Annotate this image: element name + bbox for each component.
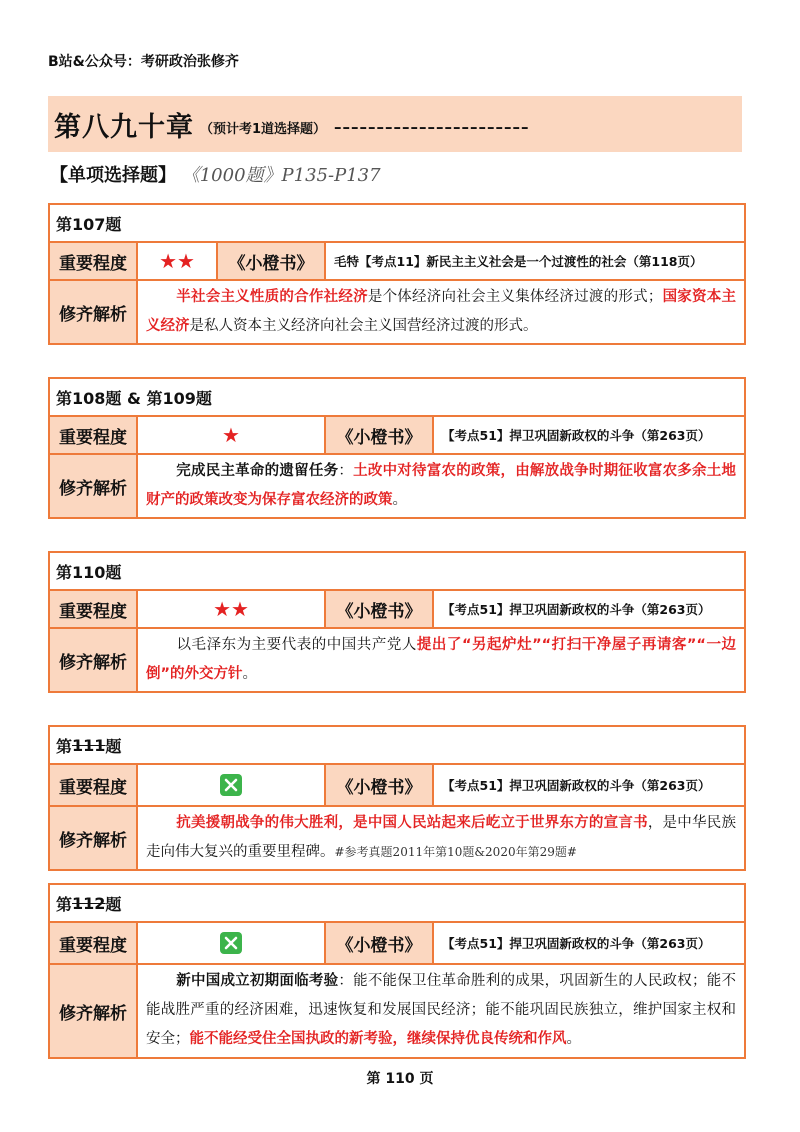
book-label: 《小橙书》 <box>326 591 434 627</box>
analysis-text: 以毛泽东为主要代表的中国共产党人提出了“另起炉灶”“打扫干净屋子再请客”“一边倒”的外交方针。 <box>146 637 736 682</box>
analysis-label: 修齐解析 <box>50 281 138 343</box>
analysis-row <box>50 963 744 1057</box>
analysis-label: 修齐解析 <box>50 807 138 869</box>
question-block <box>48 551 746 693</box>
importance-marker <box>138 765 326 805</box>
reference-text: 【考点51】捍卫巩固新政权的斗争（第263页） <box>442 428 711 443</box>
importance-row <box>50 241 744 279</box>
importance-stars: ★★ <box>138 243 218 279</box>
question-block <box>48 377 746 519</box>
analysis-label: 修齐解析 <box>50 629 138 691</box>
question-title: 第110题 <box>56 562 122 582</box>
analysis-row <box>50 453 744 517</box>
book-label: 《小橙书》 <box>326 417 434 453</box>
question-title: 第 111 题 <box>56 735 122 756</box>
analysis-text: 完成民主革命的遗留任务：土改中对待富农的政策，由解放战争时期征收富农多余土地财产的政策改变为保存富农经济的政策。 <box>146 463 737 508</box>
chapter-subtitle: （预计考1道选择题） <box>200 121 327 137</box>
question-block <box>48 203 746 345</box>
question-block <box>48 725 746 871</box>
page-number: 第 110 页 <box>366 1071 434 1087</box>
importance-row <box>50 589 744 627</box>
importance-stars: ★ <box>138 417 326 453</box>
chapter-dash-line: ––––––––––––––––––––––– <box>334 118 530 136</box>
importance-label: 重要程度 <box>50 417 138 453</box>
section-book: 《1000题》P135-P137 <box>181 165 381 186</box>
importance-row <box>50 763 744 805</box>
question-block <box>48 883 746 1059</box>
importance-label: 重要程度 <box>50 765 138 805</box>
reference-text: 【考点51】捍卫巩固新政权的斗争（第263页） <box>442 778 711 793</box>
analysis-text: 抗美援朝战争的伟大胜利，是中国人民站起来后屹立于世界东方的宣言书，是中华民族走向伟大复兴的重要里程碑。#参考真题2011年第10题&2020年第29题# <box>146 815 736 860</box>
importance-row <box>50 921 744 963</box>
reference-text: 【考点51】捍卫巩固新政权的斗争（第263页） <box>442 936 711 951</box>
chapter-title: 第八九十章 <box>54 111 194 143</box>
reference-text: 【考点51】捍卫巩固新政权的斗争（第263页） <box>442 602 711 617</box>
importance-row <box>50 415 744 453</box>
analysis-row <box>50 805 744 869</box>
importance-stars: ★★ <box>138 591 326 627</box>
reference-text: 毛特【考点11】新民主主义社会是一个过渡性的社会（第118页） <box>334 254 703 269</box>
chapter-bar <box>48 96 742 152</box>
question-title: 第 112 题 <box>56 893 122 914</box>
book-label: 《小橙书》 <box>218 243 326 279</box>
x-mark-icon <box>220 932 242 954</box>
section-heading <box>50 161 381 187</box>
question-title: 第107题 <box>56 214 122 234</box>
book-label: 《小橙书》 <box>326 923 434 963</box>
source-header: B站&公众号：考研政治张修齐 <box>48 54 239 70</box>
importance-marker <box>138 923 326 963</box>
analysis-row <box>50 279 744 343</box>
analysis-text: 新中国成立初期面临考验：能不能保卫住革命胜利的成果，巩固新生的人民政权；能不能战胜严重的经济困难，迅速恢复和发展国民经济；能不能巩固民族独立，维护国家主权和安全；能不能经受住全国执政的新考验，继续保持优良传统和作风。 <box>146 973 736 1047</box>
importance-label: 重要程度 <box>50 243 138 279</box>
importance-label: 重要程度 <box>50 591 138 627</box>
analysis-row <box>50 627 744 691</box>
analysis-label: 修齐解析 <box>50 965 138 1057</box>
analysis-label: 修齐解析 <box>50 455 138 517</box>
book-label: 《小橙书》 <box>326 765 434 805</box>
question-title: 第108题 & 第109题 <box>56 388 212 408</box>
importance-label: 重要程度 <box>50 923 138 963</box>
section-type: 【单项选择题】 <box>50 165 176 186</box>
x-mark-icon <box>220 774 242 796</box>
analysis-text: 半社会主义性质的合作社经济是个体经济向社会主义集体经济过渡的形式；国家资本主义经济是私人资本主义经济向社会主义国营经济过渡的形式。 <box>146 289 737 334</box>
